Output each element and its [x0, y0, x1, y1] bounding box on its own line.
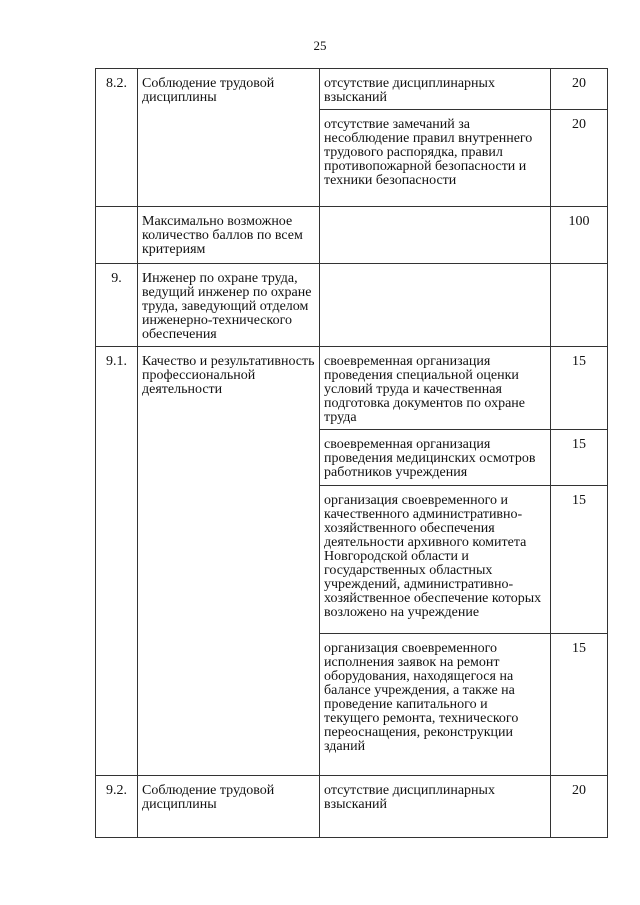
- points-cell: 15: [551, 486, 608, 634]
- points-cell: 20: [551, 110, 608, 207]
- table-row: [96, 347, 608, 430]
- indicator-cell: своевременная организация проведения медицинских осмотров работников учреждения: [320, 430, 551, 486]
- table-row: [96, 69, 608, 110]
- table-row: [96, 776, 608, 838]
- points-cell: [551, 264, 608, 347]
- points-cell: 15: [551, 430, 608, 486]
- indicator-cell: [320, 264, 551, 347]
- criterion-cell: Инженер по охране труда, ведущий инженер по охране труда, заведующий отделом инженерно-технического обеспечения: [138, 264, 320, 347]
- indicator-cell: отсутствие дисциплинарных взысканий: [320, 69, 551, 110]
- page-number: 25: [313, 38, 327, 53]
- criterion-cell: Соблюдение трудовой дисциплины: [138, 69, 320, 207]
- points-cell: 15: [551, 347, 608, 430]
- table-row: [96, 264, 608, 347]
- item-number: 8.2.: [96, 69, 138, 207]
- criterion-cell: Соблюдение трудовой дисциплины: [138, 776, 320, 838]
- item-number: 9.2.: [96, 776, 138, 838]
- item-number: [96, 207, 138, 264]
- indicator-cell: организация своевременного исполнения заявок на ремонт оборудования, находящегося на балансе учреждения, а также на проведение капитального и текущего ремонта, технического переоснащения, реконструкции зданий: [320, 634, 551, 776]
- item-number: 9.1.: [96, 347, 138, 776]
- indicator-cell: [320, 207, 551, 264]
- criterion-cell: Качество и результативность профессиональной деятельности: [138, 347, 320, 776]
- indicator-cell: отсутствие дисциплинарных взысканий: [320, 776, 551, 838]
- points-cell: 20: [551, 776, 608, 838]
- points-cell: 15: [551, 634, 608, 776]
- indicator-cell: отсутствие замечаний за несоблюдение правил внутреннего трудового распорядка, правил противопожарной безопасности и техники безопасности: [320, 110, 551, 207]
- indicator-cell: организация своевременного и качественного административно-хозяйственного обеспечения деятельности архивного комитета Новгородской области и государственных областных учреждений, административно-хозяйственное обеспечение которых возложено на учреждение: [320, 486, 551, 634]
- points-cell: 100: [551, 207, 608, 264]
- item-number: 9.: [96, 264, 138, 347]
- criterion-cell: Максимально возможное количество баллов по всем критериям: [138, 207, 320, 264]
- table-row: [96, 207, 608, 264]
- criteria-table: [95, 68, 608, 838]
- indicator-cell: своевременная организация проведения специальной оценки условий труда и качественная подготовка документов по охране труда: [320, 347, 551, 430]
- points-cell: 20: [551, 69, 608, 110]
